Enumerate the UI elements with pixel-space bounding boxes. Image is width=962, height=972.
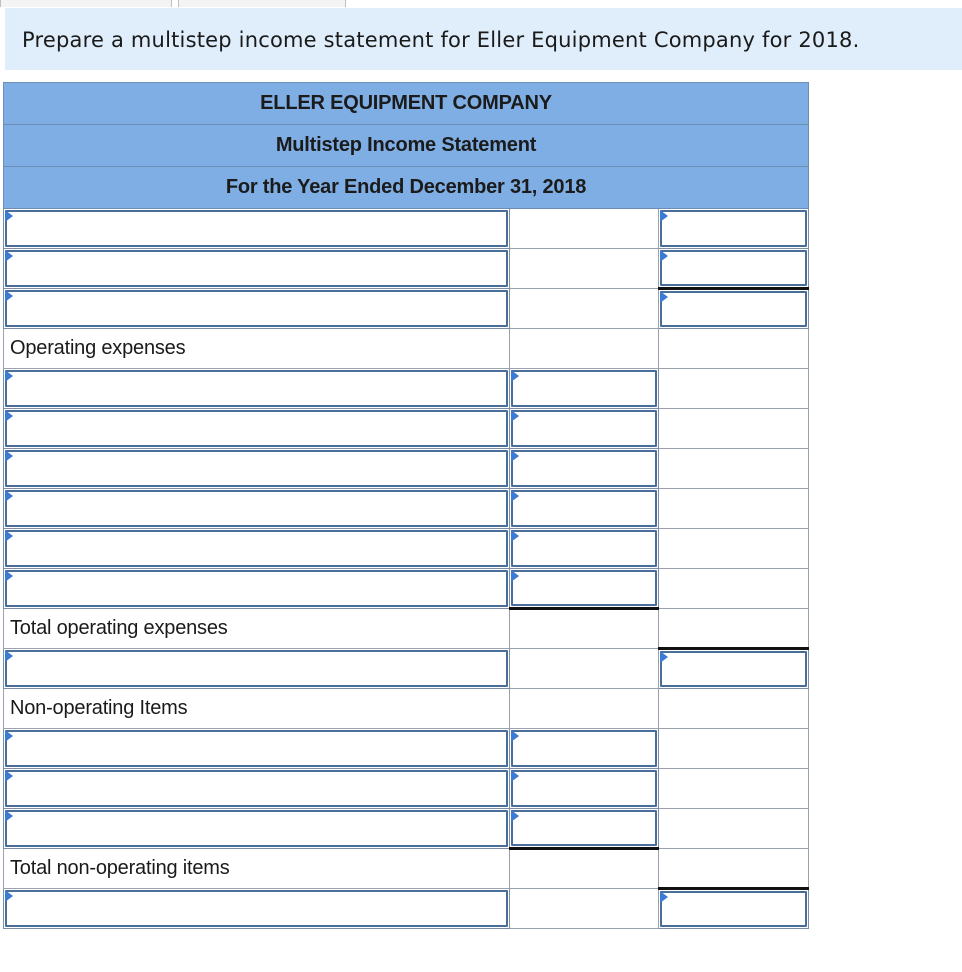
amount-input[interactable] [659, 649, 809, 689]
table-row [4, 489, 809, 529]
empty-cell [659, 849, 809, 889]
dropdown-marker-icon [5, 650, 13, 662]
table-row [4, 409, 809, 449]
amount-input[interactable] [510, 489, 659, 529]
operating-expenses-label: Operating expenses [4, 329, 510, 369]
account-select[interactable] [4, 249, 510, 289]
table-row [4, 809, 809, 849]
amount-input[interactable] [659, 289, 809, 329]
empty-cell [510, 889, 659, 929]
dropdown-marker-icon [660, 891, 668, 903]
dropdown-marker-icon [660, 291, 668, 303]
table-row [4, 249, 809, 289]
table-row [4, 689, 809, 729]
dropdown-marker-icon [511, 530, 519, 542]
dropdown-marker-icon [660, 210, 668, 222]
empty-cell [510, 609, 659, 649]
amount-input[interactable] [510, 769, 659, 809]
empty-cell [510, 209, 659, 249]
table-row [4, 369, 809, 409]
amount-input[interactable] [510, 809, 659, 849]
dropdown-marker-icon [511, 370, 519, 382]
header-row [4, 83, 809, 125]
table-row [4, 209, 809, 249]
empty-cell [659, 689, 809, 729]
dropdown-marker-icon [5, 450, 13, 462]
header-row [4, 167, 809, 209]
amount-input[interactable] [510, 369, 659, 409]
table-row [4, 849, 809, 889]
dropdown-marker-icon [5, 770, 13, 782]
empty-cell [510, 849, 659, 889]
amount-input[interactable] [659, 889, 809, 929]
empty-cell [659, 369, 809, 409]
amount-input[interactable] [510, 729, 659, 769]
table-row [4, 889, 809, 929]
dropdown-marker-icon [5, 210, 13, 222]
account-select[interactable] [4, 569, 510, 609]
table-row [4, 609, 809, 649]
income-statement-table [3, 82, 809, 929]
dropdown-marker-icon [511, 810, 519, 822]
empty-cell [659, 449, 809, 489]
account-select[interactable] [4, 729, 510, 769]
table-row [4, 289, 809, 329]
amount-input[interactable] [659, 209, 809, 249]
non-operating-items-label: Non-operating Items [4, 689, 510, 729]
amount-input[interactable] [510, 529, 659, 569]
account-select[interactable] [4, 889, 510, 929]
dropdown-marker-icon [511, 730, 519, 742]
empty-cell [510, 289, 659, 329]
dropdown-marker-icon [5, 250, 13, 262]
dropdown-marker-icon [511, 490, 519, 502]
account-select[interactable] [4, 369, 510, 409]
account-select[interactable] [4, 809, 510, 849]
instruction-banner [5, 8, 962, 70]
dropdown-marker-icon [5, 490, 13, 502]
dropdown-marker-icon [5, 890, 13, 902]
empty-cell [510, 689, 659, 729]
table-row [4, 449, 809, 489]
total-non-operating-items-label: Total non-operating items [4, 849, 510, 889]
empty-cell [510, 249, 659, 289]
instruction-text: Prepare a multistep income statement for Eller Equipment Company for 2018. [22, 28, 860, 52]
empty-cell [510, 649, 659, 689]
dropdown-marker-icon [5, 530, 13, 542]
account-select[interactable] [4, 769, 510, 809]
statement-period: For the Year Ended December 31, 2018 [4, 167, 809, 209]
empty-cell [659, 489, 809, 529]
dropdown-marker-icon [511, 450, 519, 462]
empty-cell [659, 609, 809, 649]
dropdown-marker-icon [5, 370, 13, 382]
account-select[interactable] [4, 649, 510, 689]
table-row [4, 729, 809, 769]
dropdown-marker-icon [511, 410, 519, 422]
dropdown-marker-icon [660, 250, 668, 262]
account-select[interactable] [4, 529, 510, 569]
empty-cell [659, 809, 809, 849]
empty-cell [659, 529, 809, 569]
empty-cell [659, 769, 809, 809]
table-row [4, 529, 809, 569]
top-tab-strip [0, 0, 962, 8]
tab-stub[interactable] [0, 0, 172, 7]
account-select[interactable] [4, 489, 510, 529]
empty-cell [510, 329, 659, 369]
dropdown-marker-icon [5, 410, 13, 422]
account-select[interactable] [4, 449, 510, 489]
dropdown-marker-icon [660, 651, 668, 663]
account-select[interactable] [4, 289, 510, 329]
table-row [4, 649, 809, 689]
company-name: ELLER EQUIPMENT COMPANY [4, 83, 809, 125]
dropdown-marker-icon [5, 810, 13, 822]
account-select[interactable] [4, 209, 510, 249]
empty-cell [659, 729, 809, 769]
amount-input[interactable] [659, 249, 809, 289]
dropdown-marker-icon [511, 570, 519, 582]
empty-cell [659, 329, 809, 369]
empty-cell [659, 409, 809, 449]
total-operating-expenses-label: Total operating expenses [4, 609, 510, 649]
account-select[interactable] [4, 409, 510, 449]
amount-input[interactable] [510, 449, 659, 489]
table-row [4, 329, 809, 369]
amount-input[interactable] [510, 409, 659, 449]
tab-stub[interactable] [178, 0, 346, 7]
header-row [4, 125, 809, 167]
dropdown-marker-icon [5, 290, 13, 302]
amount-input[interactable] [510, 569, 659, 609]
dropdown-marker-icon [5, 730, 13, 742]
table-row [4, 569, 809, 609]
table-row [4, 769, 809, 809]
statement-title: Multistep Income Statement [4, 125, 809, 167]
dropdown-marker-icon [5, 570, 13, 582]
empty-cell [659, 569, 809, 609]
dropdown-marker-icon [511, 770, 519, 782]
